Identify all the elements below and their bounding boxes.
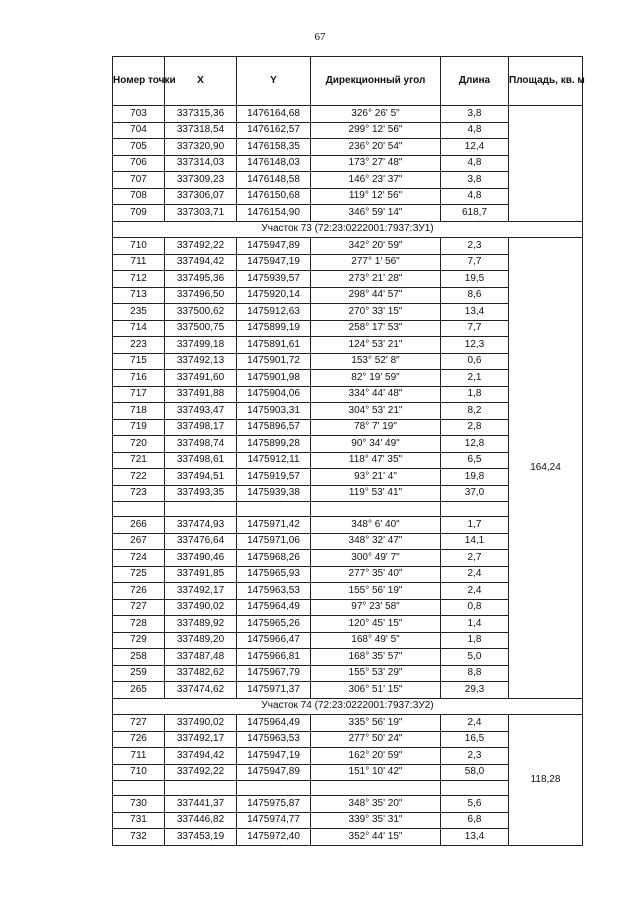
point-number-cell: 707 <box>113 172 165 189</box>
y-cell: 1475968,26 <box>237 550 311 567</box>
x-cell: 337492,13 <box>165 353 237 370</box>
length-cell: 1,8 <box>441 386 509 403</box>
point-number-cell: 728 <box>113 616 165 633</box>
point-number-cell: 715 <box>113 353 165 370</box>
angle-cell: 78° 7' 19" <box>311 419 441 436</box>
page-number: 67 <box>314 31 326 43</box>
y-cell: 1475947,89 <box>237 238 311 255</box>
y-cell: 1475896,57 <box>237 419 311 436</box>
length-cell: 0,8 <box>441 599 509 616</box>
point-number-cell: 725 <box>113 566 165 583</box>
x-cell: 337441,37 <box>165 796 237 813</box>
point-number-cell: 705 <box>113 139 165 156</box>
table-body <box>113 106 583 846</box>
length-cell: 37,0 <box>441 485 509 502</box>
length-cell: 7,7 <box>441 254 509 271</box>
point-number-cell: 722 <box>113 469 165 486</box>
angle-cell: 352° 44' 15" <box>311 829 441 846</box>
section-title-row <box>113 221 583 238</box>
angle-cell: 120° 45' 15" <box>311 616 441 633</box>
coordinates-table <box>112 56 583 846</box>
y-cell: 1475966,47 <box>237 632 311 649</box>
point-number-cell: 713 <box>113 287 165 304</box>
x-cell: 337494,42 <box>165 748 237 765</box>
length-cell: 2,3 <box>441 748 509 765</box>
y-cell: 1475912,11 <box>237 452 311 469</box>
length-cell: 3,8 <box>441 106 509 123</box>
angle-cell: 146° 23' 37" <box>311 172 441 189</box>
angle-cell: 335° 56' 19" <box>311 715 441 732</box>
y-cell: 1475919,57 <box>237 469 311 486</box>
x-cell: 337314,03 <box>165 155 237 172</box>
angle-cell: 173° 27' 48" <box>311 155 441 172</box>
length-cell: 4,8 <box>441 155 509 172</box>
length-cell: 6,8 <box>441 812 509 829</box>
point-number-cell: 223 <box>113 337 165 354</box>
table-row <box>113 238 583 255</box>
angle-cell: 348° 6' 40" <box>311 517 441 534</box>
y-cell: 1475891,61 <box>237 337 311 354</box>
length-cell: 29,3 <box>441 682 509 699</box>
x-cell: 337492,17 <box>165 583 237 600</box>
x-cell: 337492,22 <box>165 764 237 781</box>
angle-cell: 346° 59' 14" <box>311 205 441 222</box>
length-cell: 1,4 <box>441 616 509 633</box>
point-number-cell: 714 <box>113 320 165 337</box>
point-number-cell: 711 <box>113 748 165 765</box>
point-number-cell: 721 <box>113 452 165 469</box>
x-cell: 337474,93 <box>165 517 237 534</box>
point-number-cell: 712 <box>113 271 165 288</box>
point-number-cell: 727 <box>113 715 165 732</box>
angle-cell: 90° 34' 49" <box>311 436 441 453</box>
x-cell: 337309,23 <box>165 172 237 189</box>
y-cell: 1475947,19 <box>237 748 311 765</box>
point-number-cell: 717 <box>113 386 165 403</box>
length-cell: 2,4 <box>441 715 509 732</box>
length-cell: 8,2 <box>441 403 509 420</box>
y-cell: 1475966,81 <box>237 649 311 666</box>
y-cell: 1476150,68 <box>237 188 311 205</box>
length-cell: 618,7 <box>441 205 509 222</box>
y-cell: 1475939,57 <box>237 271 311 288</box>
angle-cell: 118° 47' 35" <box>311 452 441 469</box>
point-number-cell: 731 <box>113 812 165 829</box>
y-cell: 1475947,89 <box>237 764 311 781</box>
x-cell: 337495,36 <box>165 271 237 288</box>
angle-cell: 82° 19' 59" <box>311 370 441 387</box>
length-cell: 2,4 <box>441 583 509 600</box>
point-number-cell: 267 <box>113 533 165 550</box>
y-cell: 1475899,28 <box>237 436 311 453</box>
section-title-row <box>113 698 583 715</box>
x-cell: 337491,88 <box>165 386 237 403</box>
angle-cell: 277° 35' 40" <box>311 566 441 583</box>
area-cell: 164,24 <box>509 238 583 699</box>
x-cell: 337493,35 <box>165 485 237 502</box>
length-cell: 1,7 <box>441 517 509 534</box>
x-cell: 337482,62 <box>165 665 237 682</box>
table-row <box>113 106 583 123</box>
x-cell: 337498,61 <box>165 452 237 469</box>
area-cell <box>509 106 583 222</box>
angle-cell: 236° 20' 54" <box>311 139 441 156</box>
point-number-cell: 708 <box>113 188 165 205</box>
y-cell: 1476148,03 <box>237 155 311 172</box>
x-cell: 337490,02 <box>165 715 237 732</box>
header-point: Номер точки <box>113 57 165 106</box>
point-number-cell: 710 <box>113 238 165 255</box>
y-cell: 1475912,63 <box>237 304 311 321</box>
length-cell: 3,8 <box>441 172 509 189</box>
point-number-cell: 723 <box>113 485 165 502</box>
y-cell: 1475974,77 <box>237 812 311 829</box>
point-number-cell: 720 <box>113 436 165 453</box>
length-cell: 12,8 <box>441 436 509 453</box>
x-cell: 337500,75 <box>165 320 237 337</box>
angle-cell: 155° 56' 19" <box>311 583 441 600</box>
section-title: Участок 74 (72:23:0222001:7937:ЗУ2) <box>113 698 583 715</box>
header-x: X <box>165 57 237 106</box>
length-cell: 0,6 <box>441 353 509 370</box>
y-cell: 1475965,26 <box>237 616 311 633</box>
angle-cell: 155° 53' 29" <box>311 665 441 682</box>
section-title: Участок 73 (72:23:0222001:7937:ЗУ1) <box>113 221 583 238</box>
x-cell: 337496,50 <box>165 287 237 304</box>
angle-cell: 304° 53' 21" <box>311 403 441 420</box>
angle-cell: 168° 49' 5" <box>311 632 441 649</box>
length-cell: 2,4 <box>441 566 509 583</box>
x-cell: 337474,62 <box>165 682 237 699</box>
length-cell: 12,4 <box>441 139 509 156</box>
angle-cell: 270° 33' 15" <box>311 304 441 321</box>
point-number-cell: 729 <box>113 632 165 649</box>
length-cell: 13,4 <box>441 304 509 321</box>
angle-cell: 119° 53' 41" <box>311 485 441 502</box>
y-cell: 1475964,49 <box>237 715 311 732</box>
angle-cell: 306° 51' 15" <box>311 682 441 699</box>
point-number-cell: 732 <box>113 829 165 846</box>
x-cell: 337491,60 <box>165 370 237 387</box>
length-cell: 14,1 <box>441 533 509 550</box>
length-cell: 6,5 <box>441 452 509 469</box>
point-number-cell: 727 <box>113 599 165 616</box>
angle-cell: 334° 44' 48" <box>311 386 441 403</box>
y-cell: 1475947,19 <box>237 254 311 271</box>
y-cell: 1475939,38 <box>237 485 311 502</box>
x-cell: 337491,85 <box>165 566 237 583</box>
x-cell: 337306,07 <box>165 188 237 205</box>
point-number-cell: 718 <box>113 403 165 420</box>
x-cell: 337453,19 <box>165 829 237 846</box>
header-y: Y <box>237 57 311 106</box>
y-cell: 1475904,06 <box>237 386 311 403</box>
angle-cell: 153° 52' 8" <box>311 353 441 370</box>
angle-cell: 299° 12' 56" <box>311 122 441 139</box>
angle-cell: 348° 32' 47" <box>311 533 441 550</box>
y-cell: 1476162,57 <box>237 122 311 139</box>
point-number-cell: 259 <box>113 665 165 682</box>
angle-cell: 348° 35' 20" <box>311 796 441 813</box>
x-cell: 337490,02 <box>165 599 237 616</box>
y-cell: 1475971,37 <box>237 682 311 699</box>
angle-cell: 168° 35' 57" <box>311 649 441 666</box>
y-cell: 1475899,19 <box>237 320 311 337</box>
angle-cell: 339° 35' 31" <box>311 812 441 829</box>
y-cell: 1475901,98 <box>237 370 311 387</box>
length-cell: 8,6 <box>441 287 509 304</box>
y-cell: 1476154,90 <box>237 205 311 222</box>
point-number-cell: 724 <box>113 550 165 567</box>
x-cell: 337499,18 <box>165 337 237 354</box>
y-cell: 1475963,53 <box>237 731 311 748</box>
x-cell: 337489,92 <box>165 616 237 633</box>
y-cell: 1475972,40 <box>237 829 311 846</box>
length-cell: 5,6 <box>441 796 509 813</box>
x-cell: 337446,82 <box>165 812 237 829</box>
point-number-cell: 716 <box>113 370 165 387</box>
header-angle: Дирекционный угол <box>311 57 441 106</box>
length-cell: 19,5 <box>441 271 509 288</box>
point-number-cell: 709 <box>113 205 165 222</box>
y-cell: 1475971,42 <box>237 517 311 534</box>
length-cell: 58,0 <box>441 764 509 781</box>
y-cell: 1475964,49 <box>237 599 311 616</box>
header-length: Длина <box>441 57 509 106</box>
length-cell: 13,4 <box>441 829 509 846</box>
point-number-cell: 711 <box>113 254 165 271</box>
length-cell: 5,0 <box>441 649 509 666</box>
angle-cell: 298° 44' 57" <box>311 287 441 304</box>
length-cell: 4,8 <box>441 188 509 205</box>
y-cell: 1475971,06 <box>237 533 311 550</box>
length-cell: 19,8 <box>441 469 509 486</box>
angle-cell: 300° 49' 7" <box>311 550 441 567</box>
x-cell: 337494,42 <box>165 254 237 271</box>
point-number-cell: 703 <box>113 106 165 123</box>
x-cell: 337493,47 <box>165 403 237 420</box>
x-cell: 337498,17 <box>165 419 237 436</box>
y-cell: 1475903,31 <box>237 403 311 420</box>
point-number-cell: 266 <box>113 517 165 534</box>
x-cell: 337489,20 <box>165 632 237 649</box>
angle-cell: 273° 21' 28" <box>311 271 441 288</box>
y-cell: 1475967,79 <box>237 665 311 682</box>
angle-cell: 258° 17' 53" <box>311 320 441 337</box>
point-number-cell: 706 <box>113 155 165 172</box>
point-number-cell: 258 <box>113 649 165 666</box>
y-cell: 1475965,93 <box>237 566 311 583</box>
angle-cell: 342° 20' 59" <box>311 238 441 255</box>
y-cell: 1475963,53 <box>237 583 311 600</box>
x-cell: 337476,64 <box>165 533 237 550</box>
point-number-cell: 235 <box>113 304 165 321</box>
angle-cell: 326° 26' 5" <box>311 106 441 123</box>
length-cell: 16,5 <box>441 731 509 748</box>
y-cell: 1476164,68 <box>237 106 311 123</box>
angle-cell: 124° 53' 21" <box>311 337 441 354</box>
y-cell: 1476158,35 <box>237 139 311 156</box>
x-cell: 337500,62 <box>165 304 237 321</box>
length-cell: 1,8 <box>441 632 509 649</box>
angle-cell: 93° 21' 4" <box>311 469 441 486</box>
angle-cell: 162° 20' 59" <box>311 748 441 765</box>
y-cell: 1475920,14 <box>237 287 311 304</box>
header-area: Площадь, кв. м <box>509 57 583 106</box>
area-cell: 118,28 <box>509 715 583 846</box>
angle-cell: 277° 1' 56" <box>311 254 441 271</box>
table-header-row <box>113 57 583 106</box>
point-number-cell: 719 <box>113 419 165 436</box>
x-cell: 337494,51 <box>165 469 237 486</box>
length-cell: 8,8 <box>441 665 509 682</box>
length-cell: 2,8 <box>441 419 509 436</box>
point-number-cell: 726 <box>113 731 165 748</box>
point-number-cell: 730 <box>113 796 165 813</box>
length-cell: 2,7 <box>441 550 509 567</box>
y-cell: 1476148,58 <box>237 172 311 189</box>
angle-cell: 151° 10' 42" <box>311 764 441 781</box>
x-cell: 337315,36 <box>165 106 237 123</box>
x-cell: 337320,90 <box>165 139 237 156</box>
x-cell: 337487,48 <box>165 649 237 666</box>
point-number-cell: 710 <box>113 764 165 781</box>
length-cell: 12,3 <box>441 337 509 354</box>
point-number-cell: 726 <box>113 583 165 600</box>
point-number-cell: 704 <box>113 122 165 139</box>
x-cell: 337492,22 <box>165 238 237 255</box>
length-cell: 4,8 <box>441 122 509 139</box>
angle-cell: 277° 50' 24" <box>311 731 441 748</box>
x-cell: 337303,71 <box>165 205 237 222</box>
length-cell: 7,7 <box>441 320 509 337</box>
y-cell: 1475901,72 <box>237 353 311 370</box>
table-row <box>113 715 583 732</box>
x-cell: 337490,46 <box>165 550 237 567</box>
x-cell: 337318,54 <box>165 122 237 139</box>
x-cell: 337498,74 <box>165 436 237 453</box>
point-number-cell: 265 <box>113 682 165 699</box>
y-cell: 1475975,87 <box>237 796 311 813</box>
length-cell: 2,1 <box>441 370 509 387</box>
angle-cell: 119° 12' 56" <box>311 188 441 205</box>
angle-cell: 97° 23' 58" <box>311 599 441 616</box>
length-cell: 2,3 <box>441 238 509 255</box>
x-cell: 337492,17 <box>165 731 237 748</box>
